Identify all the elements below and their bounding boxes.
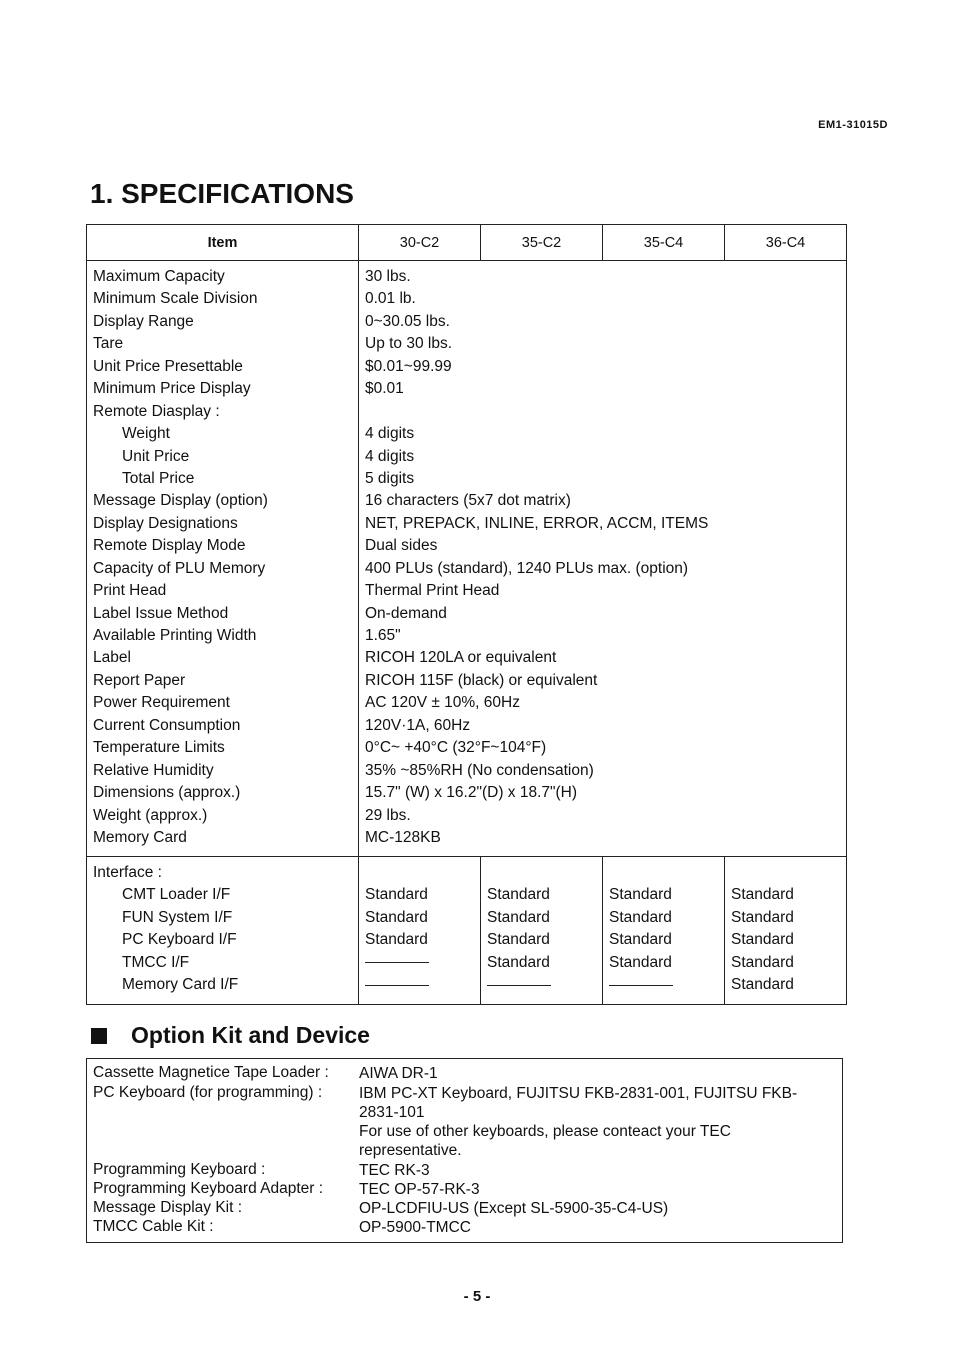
- option-value-line: OP-LCDFIU-US (Except SL-5900-35-C4-US): [359, 1200, 669, 1217]
- spec-item-value: Up to 30 lbs.: [365, 335, 453, 353]
- interface-value: Standard: [487, 886, 550, 904]
- dash-line: [609, 985, 673, 986]
- interface-spacer: [609, 862, 718, 884]
- spec-item-label: Temperature Limits: [93, 739, 225, 757]
- spec-item-label: Remote Display Mode: [93, 537, 246, 555]
- interface-not-available: [487, 974, 596, 996]
- spec-item-value: RICOH 115F (black) or equivalent: [365, 671, 598, 689]
- spec-item-value: RICOH 120LA or equivalent: [365, 649, 557, 667]
- interface-value: Standard: [609, 908, 672, 926]
- model-header: 35-C4: [603, 225, 725, 261]
- spec-item-label: Remote Diasplay :: [93, 402, 220, 420]
- interface-spacer: [487, 862, 596, 884]
- spec-item-value: [365, 401, 840, 423]
- interface-value: Standard: [365, 886, 428, 904]
- spec-item-label: Unit Price: [122, 447, 190, 465]
- interface-value: Standard: [731, 931, 794, 949]
- spec-item-label: Weight: [122, 425, 170, 443]
- interface-not-available: [365, 952, 474, 974]
- spec-item-label: Maximum Capacity: [93, 268, 225, 285]
- interface-value: Standard: [365, 931, 428, 949]
- spec-item-label: Label: [93, 649, 131, 667]
- spec-item-value: 15.7" (W) x 16.2"(D) x 18.7"(H): [365, 784, 578, 802]
- spec-item-label: Display Designations: [93, 514, 238, 532]
- interface-value: Standard: [731, 953, 794, 971]
- interface-value: Standard: [365, 908, 428, 926]
- model-header: 35-C2: [481, 225, 603, 261]
- spec-item-value: 5 digits: [365, 469, 415, 487]
- option-value: [359, 1161, 829, 1180]
- spec-item-label: Capacity of PLU Memory: [93, 559, 266, 577]
- spec-item-label: Minimum Scale Division: [93, 290, 258, 308]
- spec-item-label: Display Range: [93, 312, 194, 330]
- option-label: Cassette Magnetice Tape Loader :: [93, 1064, 329, 1081]
- spec-item-label: Power Requirement: [93, 694, 230, 712]
- option-value: [359, 1180, 829, 1199]
- option-value-line: TEC OP-57-RK-3: [359, 1181, 480, 1198]
- option-value: [359, 1064, 829, 1083]
- option-value-line: For use of other keyboards, please conteact your TEC representative.: [359, 1123, 731, 1159]
- interface-spacer: [365, 862, 474, 884]
- interface-values-cell: [603, 857, 725, 1005]
- spec-item-label: Message Display (option): [93, 492, 268, 510]
- spec-item-label: Unit Price Presettable: [93, 357, 243, 375]
- option-value-line: AIWA DR-1: [359, 1065, 438, 1082]
- interface-value: Standard: [487, 953, 550, 971]
- model-header: 36-C4: [725, 225, 847, 261]
- option-label: PC Keyboard (for programming) :: [93, 1084, 323, 1101]
- spec-item-label: Report Paper: [93, 671, 186, 689]
- spec-item-label: Memory Card: [93, 828, 187, 846]
- spec-item-value: MC-128KB: [365, 828, 441, 846]
- spec-item-value: 0~30.05 lbs.: [365, 312, 450, 330]
- spec-item-label: Minimum Price Display: [93, 380, 251, 398]
- spec-item-label: Dimensions (approx.): [93, 784, 241, 802]
- spec-item-value: 16 characters (5x7 dot matrix): [365, 492, 571, 510]
- spec-item-value: 4 digits: [365, 447, 415, 465]
- interface-item-label: CMT Loader I/F: [122, 886, 231, 904]
- item-column-header: Item: [87, 225, 359, 261]
- spec-item-value: NET, PREPACK, INLINE, ERROR, ACCM, ITEMS: [365, 514, 709, 532]
- interface-value: Standard: [487, 908, 550, 926]
- model-header: 30-C2: [359, 225, 481, 261]
- spec-item-value: $0.01: [365, 380, 404, 398]
- spec-item-value: $0.01~99.99: [365, 357, 452, 375]
- dash-line: [365, 985, 429, 986]
- interface-spacer: [731, 862, 840, 884]
- interface-values-cell: [481, 857, 603, 1005]
- spec-item-label: Label Issue Method: [93, 604, 229, 622]
- spec-item-value: 4 digits: [365, 425, 415, 443]
- dash-line: [487, 985, 551, 986]
- spec-item-label: Weight (approx.): [93, 806, 208, 824]
- option-value-line: OP-5900-TMCC: [359, 1219, 471, 1236]
- spec-item-value: 0°C~ +40°C (32°F~104°F): [365, 739, 547, 757]
- page-title: 1. SPECIFICATIONS: [90, 178, 354, 209]
- table-header-row: [87, 225, 847, 261]
- interface-item-label: PC Keyboard I/F: [122, 931, 237, 949]
- dash-line: [365, 962, 429, 963]
- spec-values-cell: [359, 261, 847, 857]
- spec-item-value: Dual sides: [365, 537, 438, 555]
- option-label: Message Display Kit :: [93, 1199, 243, 1216]
- page-number: - 5 -: [463, 1288, 491, 1305]
- interface-value: Standard: [487, 931, 550, 949]
- spec-item-value: 120V·1A, 60Hz: [365, 716, 471, 734]
- interface-label: Interface :: [93, 864, 162, 881]
- option-label: Programming Keyboard Adapter :: [93, 1180, 324, 1197]
- document-code: EM1-31015D: [818, 119, 888, 131]
- spec-items-cell: [87, 261, 359, 857]
- spec-item-value: 0.01 lb.: [365, 290, 416, 308]
- option-value-line: IBM PC-XT Keyboard, FUJITSU FKB-2831-001, FUJITSU FKB-2831-101: [359, 1085, 798, 1121]
- spec-item-label: Total Price: [122, 469, 195, 487]
- spec-item-label: Current Consumption: [93, 716, 241, 734]
- spec-item-value: On-demand: [365, 604, 447, 622]
- option-kit-box: [86, 1058, 843, 1243]
- spec-item-value: 35% ~85%RH (No condensation): [365, 761, 594, 779]
- interface-item-label: FUN System I/F: [122, 908, 233, 926]
- interface-items-cell: [87, 857, 359, 1005]
- interface-value: Standard: [609, 931, 672, 949]
- spec-item-value: AC 120V ± 10%, 60Hz: [365, 694, 520, 712]
- spec-item-value: Thermal Print Head: [365, 582, 500, 600]
- interface-values-cell: [725, 857, 847, 1005]
- interface-value: Standard: [731, 976, 794, 994]
- spec-item-value: 400 PLUs (standard), 1240 PLUs max. (option): [365, 559, 689, 577]
- spec-item-label: Relative Humidity: [93, 761, 214, 779]
- option-value-line: TEC RK-3: [359, 1162, 430, 1179]
- option-value: [359, 1084, 829, 1160]
- spec-item-value: 1.65": [365, 627, 401, 644]
- spec-item-value: 30 lbs.: [365, 268, 411, 285]
- option-value: [359, 1218, 829, 1237]
- interface-value: Standard: [609, 886, 672, 904]
- spec-item-label: Tare: [93, 335, 124, 353]
- section-bullet-icon: [91, 1028, 107, 1044]
- interface-values-cell: [359, 857, 481, 1005]
- specifications-table: [86, 224, 847, 1005]
- interface-value: Standard: [731, 908, 794, 926]
- interface-value: Standard: [731, 886, 794, 904]
- interface-value: Standard: [609, 953, 672, 971]
- spec-item-label: Print Head: [93, 582, 167, 600]
- interface-not-available: [365, 974, 474, 996]
- spec-item-value: 29 lbs.: [365, 806, 411, 824]
- option-value: [359, 1199, 829, 1218]
- interface-item-label: Memory Card I/F: [122, 976, 239, 994]
- option-label: Programming Keyboard :: [93, 1161, 266, 1178]
- interface-not-available: [609, 974, 718, 996]
- option-label: TMCC Cable Kit :: [93, 1218, 214, 1235]
- section-title: Option Kit and Device: [131, 1022, 370, 1048]
- interface-item-label: TMCC I/F: [122, 953, 190, 971]
- spec-item-label: Available Printing Width: [93, 627, 257, 644]
